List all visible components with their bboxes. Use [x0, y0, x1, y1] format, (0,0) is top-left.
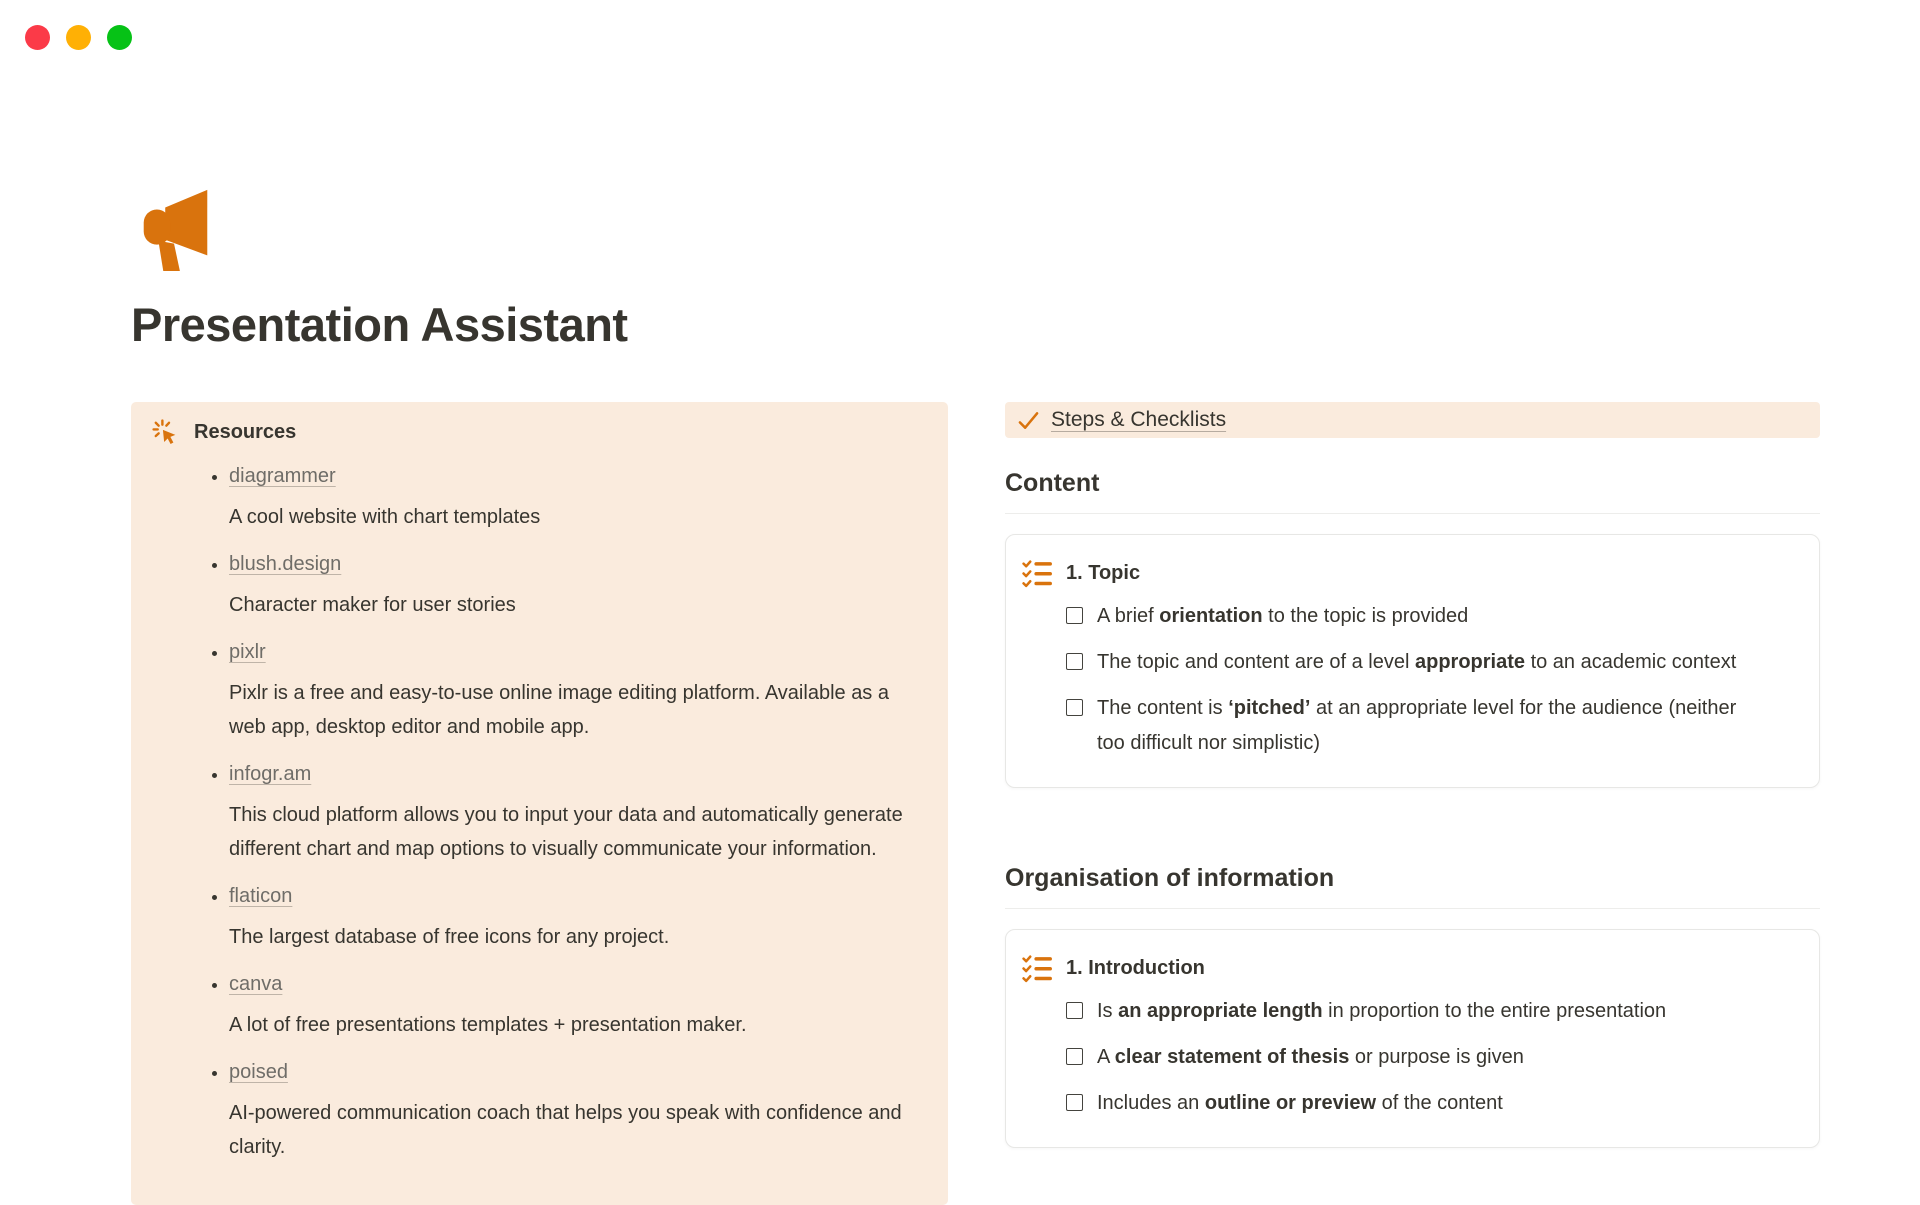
resource-link[interactable]: pixlr	[229, 641, 266, 663]
section-heading: Content	[1005, 469, 1100, 497]
resource-description: A lot of free presentations templates + presentation maker.	[229, 1014, 747, 1036]
check-icon	[1017, 409, 1040, 432]
checkbox[interactable]	[1066, 607, 1083, 624]
page-title: Presentation Assistant	[131, 298, 628, 351]
resource-item	[229, 881, 928, 954]
checklist-item	[1066, 1086, 1795, 1121]
checkbox[interactable]	[1066, 1094, 1083, 1111]
section-divider	[1005, 908, 1820, 909]
checkbox[interactable]	[1066, 1048, 1083, 1065]
resources-callout	[131, 402, 948, 1205]
section-divider	[1005, 513, 1820, 514]
zoom-button[interactable]	[107, 25, 132, 50]
resource-description: Character maker for user stories	[229, 594, 516, 616]
checkbox[interactable]	[1066, 1002, 1083, 1019]
resource-item	[229, 969, 928, 1042]
resource-description: Pixlr is a free and easy-to-use online image editing platform. Available as a web app, desktop editor and mobile app.	[229, 682, 889, 738]
resource-link[interactable]: poised	[229, 1061, 288, 1083]
left-column	[131, 402, 948, 1205]
resource-description: This cloud platform allows you to input your data and automatically generate different chart and map options to visually communicate your information.	[229, 804, 903, 860]
checklist-sections	[1005, 469, 1820, 1148]
cursor-click-icon	[151, 418, 180, 447]
resource-link[interactable]: blush.design	[229, 553, 342, 575]
checklist-card	[1005, 534, 1820, 788]
resource-item	[229, 461, 928, 534]
checkbox[interactable]	[1066, 699, 1083, 716]
checklist-card-title: 1. Topic	[1066, 562, 1141, 584]
close-button[interactable]	[25, 25, 50, 50]
checklist-card	[1005, 929, 1820, 1148]
resources-header	[151, 418, 928, 447]
checklist-section	[1005, 864, 1820, 1148]
resource-item	[229, 637, 928, 744]
resources-heading: Resources	[194, 421, 297, 443]
steps-checklists-link[interactable]: Steps & Checklists	[1051, 408, 1227, 431]
resources-list	[151, 461, 928, 1164]
checklist-item	[1066, 599, 1795, 634]
steps-checklists-banner[interactable]	[1005, 402, 1820, 438]
checklist-item-text: The topic and content are of a level appropriate to an academic context	[1097, 651, 1737, 673]
resource-item	[229, 759, 928, 866]
resource-link[interactable]: canva	[229, 973, 283, 995]
checklist-card-title: 1. Introduction	[1066, 957, 1205, 979]
minimize-button[interactable]	[66, 25, 91, 50]
two-column-layout	[131, 402, 1820, 1205]
checklist-rows	[1066, 994, 1795, 1121]
checklist-item-text: Is an appropriate length in proportion to the entire presentation	[1097, 1000, 1667, 1022]
resource-description: The largest database of free icons for any project.	[229, 926, 670, 948]
resource-item	[229, 1057, 928, 1164]
task-list-icon	[1022, 954, 1053, 983]
checklist-item	[1066, 645, 1795, 680]
checklist-item-text: A brief orientation to the topic is provided	[1097, 605, 1469, 627]
checklist-item-text: The content is ‘pitched’ at an appropriate level for the audience (neither too difficult nor simplistic)	[1097, 697, 1737, 754]
resource-link[interactable]: diagrammer	[229, 465, 336, 487]
right-column	[1005, 402, 1820, 1148]
task-list-icon	[1022, 559, 1053, 588]
resource-item	[229, 549, 928, 622]
checklist-item	[1066, 1040, 1795, 1075]
checklist-item-text: Includes an outline or preview of the content	[1097, 1092, 1503, 1114]
resource-description: AI-powered communication coach that helps you speak with confidence and clarity.	[229, 1102, 902, 1158]
checklist-card-header	[1022, 954, 1795, 983]
window-controls	[25, 25, 132, 50]
megaphone-icon[interactable]	[131, 185, 219, 273]
section-heading: Organisation of information	[1005, 864, 1335, 892]
resource-link[interactable]: flaticon	[229, 885, 293, 907]
resource-description: A cool website with chart templates	[229, 506, 541, 528]
resource-link[interactable]: infogr.am	[229, 763, 312, 785]
checkbox[interactable]	[1066, 653, 1083, 670]
checklist-section	[1005, 469, 1820, 788]
checklist-item	[1066, 691, 1795, 761]
checklist-rows	[1066, 599, 1795, 761]
checklist-item-text: A clear statement of thesis or purpose is given	[1097, 1046, 1524, 1068]
checklist-item	[1066, 994, 1795, 1029]
checklist-card-header	[1022, 559, 1795, 588]
